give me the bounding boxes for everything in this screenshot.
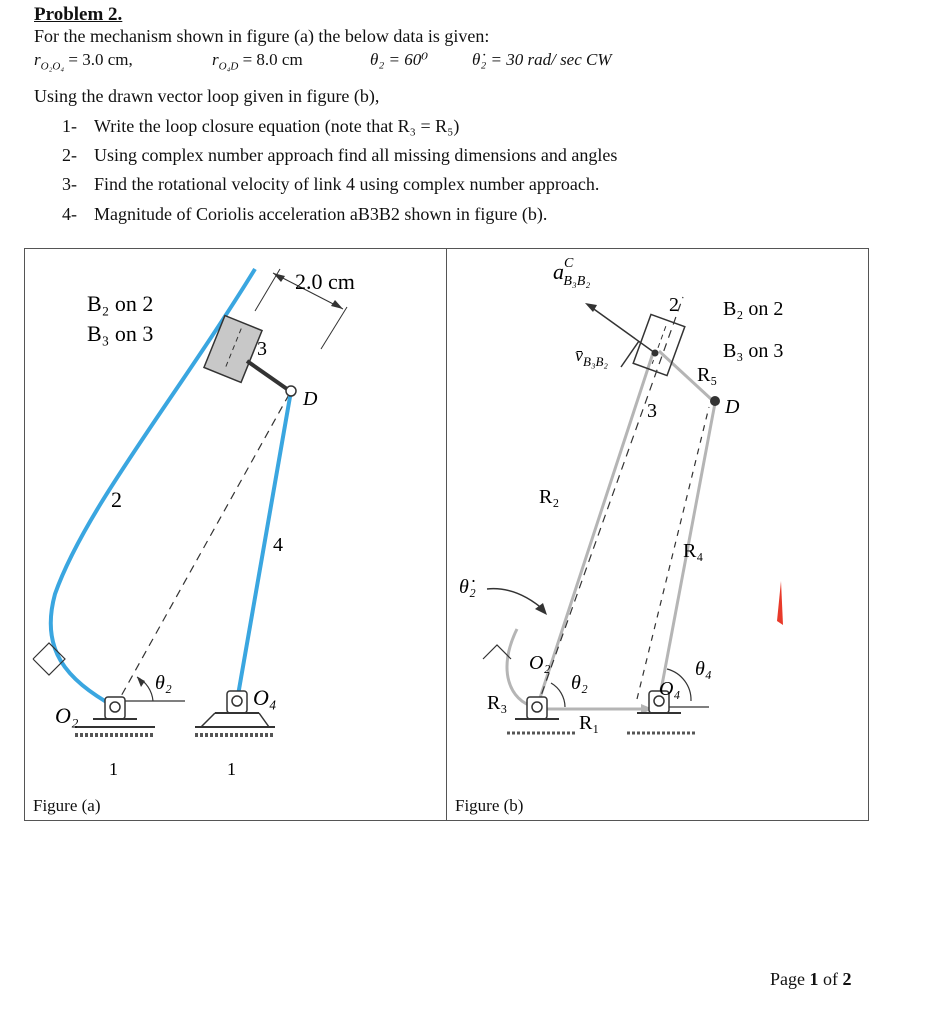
- question-item-1: 1- Write the loop closure equation (note that R₃ = R₅): [62, 116, 460, 136]
- o2-pivot-b: [507, 697, 577, 733]
- slider-label-b2-b: B₂ on 2: [723, 298, 784, 320]
- figure-a-drawing: [25, 249, 446, 820]
- figure-b-caption: Figure (b): [455, 796, 524, 815]
- figure-a-caption: Figure (a): [33, 796, 101, 815]
- point-label-o4: O₄: [253, 685, 277, 710]
- arrow-theta2-dot: [487, 589, 545, 611]
- given-theta2: θ₂ = 60⁰: [370, 50, 429, 69]
- slider-label-b3: B₃ on 3: [87, 321, 154, 346]
- point-label-o4-b: O₄: [659, 678, 681, 700]
- point-label-o2: O₂: [55, 703, 79, 728]
- accel-label: $a^C$ B₃B₂: [553, 256, 591, 289]
- vector-label-r3: R₃: [487, 692, 508, 714]
- figure-a-panel: [24, 248, 447, 821]
- dim-label-2cm: 2.0 cm: [295, 269, 355, 294]
- loop-intro: Using the drawn vector loop given in figure (b),: [34, 86, 380, 106]
- red-mark: [777, 581, 783, 625]
- ground-label-1b: 1: [227, 759, 236, 779]
- slider-block-a: [204, 316, 262, 383]
- point-label-o2-b: O₂: [529, 652, 551, 674]
- velocity-label: $v̄_{B_3B_2}$: [575, 345, 608, 369]
- page-number: Page 1 of 2: [770, 969, 852, 989]
- vector-label-r4: R₄: [683, 540, 704, 562]
- figure-b-panel: [446, 248, 869, 821]
- link-label-4: 4: [273, 534, 283, 556]
- o2-pivot-a: [75, 697, 155, 735]
- pin-d-b: [710, 396, 720, 406]
- pin-d-a: [286, 386, 296, 396]
- link-3-shape: [247, 361, 287, 389]
- vector-label-r1: R₁: [579, 712, 600, 734]
- ground-label-1a: 1: [109, 759, 118, 779]
- given-r-o2o4: $r_{O_2O_4} = 3.0$ cm,: [34, 50, 133, 73]
- angle-label-theta4: θ₄: [695, 658, 712, 680]
- question-item-4: 4- Magnitude of Coriolis acceleration aB3B2 shown in figure (b).: [62, 204, 548, 224]
- angle-label-theta2: θ₂: [155, 672, 172, 694]
- link-label-3: 3: [257, 338, 267, 360]
- angle-label-theta2-b: θ₂: [571, 672, 588, 694]
- figure-b-drawing: [447, 249, 868, 820]
- question-item-2: 2- Using complex number approach find all missing dimensions and angles: [62, 145, 618, 165]
- vector-label-r2: R₂: [539, 486, 560, 508]
- problem-title: Problem 2.: [34, 4, 123, 25]
- link-label-2-b: 2: [669, 294, 679, 316]
- link-label-3-b: 3: [647, 400, 657, 422]
- angle-label-theta2-dot: θ̇₂: [459, 576, 476, 598]
- vector-label-r5: R₅: [697, 364, 718, 386]
- slider-label-b2: B₂ on 2: [87, 291, 154, 316]
- point-label-d-b: D: [725, 396, 740, 418]
- given-theta2-dot: θ̇₂ = 30 rad/ sec CW: [472, 50, 612, 69]
- vector-r2: [537, 353, 653, 707]
- link-label-2: 2: [111, 487, 122, 512]
- point-label-d: D: [303, 388, 318, 410]
- question-item-3: 3- Find the rotational velocity of link 4 using complex number approach.: [62, 174, 600, 194]
- problem-intro: For the mechanism shown in figure (a) the below data is given:: [34, 26, 490, 46]
- slider-label-b3-b: B₃ on 3: [723, 340, 784, 362]
- given-r-o4d: $r_{O_4D} = 8.0$ cm: [212, 50, 303, 73]
